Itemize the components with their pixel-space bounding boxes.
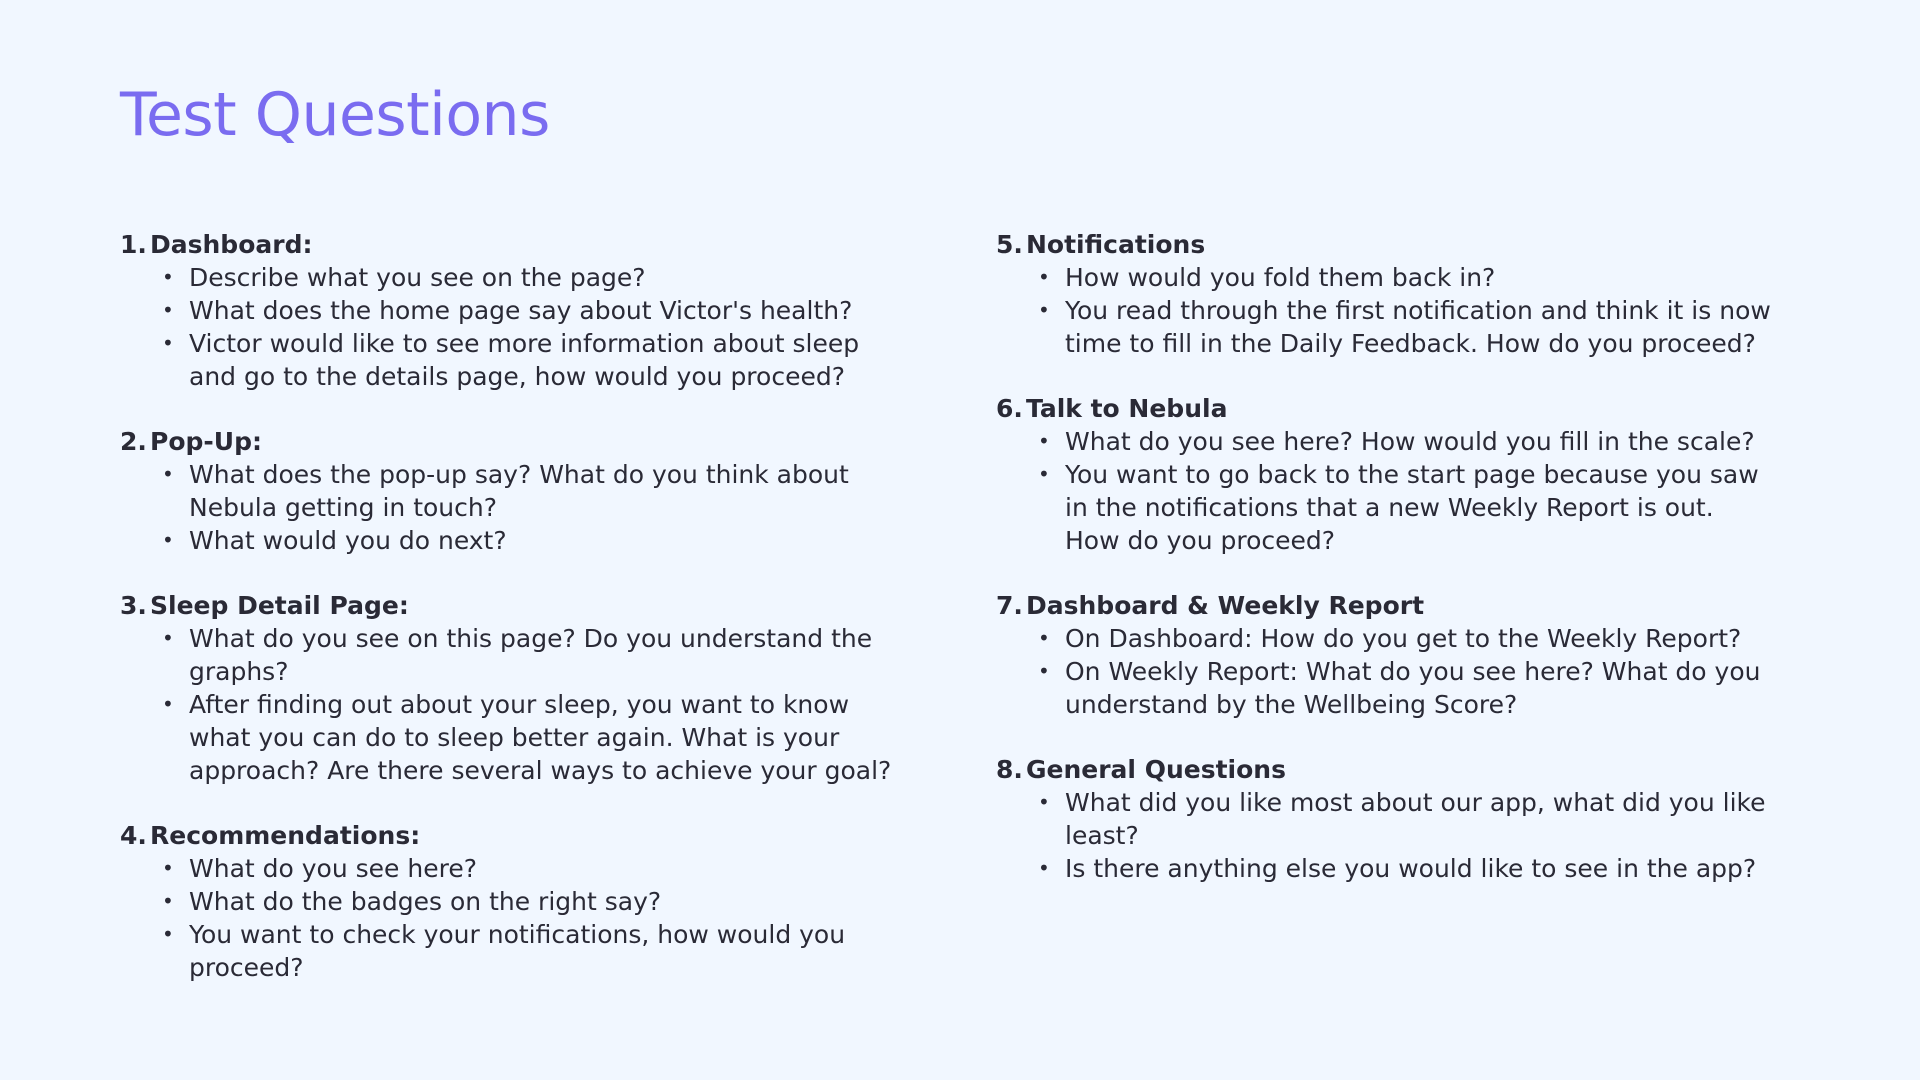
section-notifications xyxy=(996,228,1776,360)
section-number: 5. xyxy=(996,230,1023,259)
section-number: 7. xyxy=(996,591,1023,620)
question-list xyxy=(120,458,900,557)
question-item: • Is there anything else you would like to see in the app? xyxy=(1038,852,1776,885)
section-talk-to-nebula xyxy=(996,392,1776,557)
question-item: • You want to check your notifications, how would you proceed? xyxy=(162,918,900,984)
question-item: • You read through the first notification and think it is now time to fill in the Daily Feedback. How do you proceed? xyxy=(1038,294,1776,360)
section-heading xyxy=(120,819,900,852)
question-item: • What does the home page say about Victor's health? xyxy=(162,294,900,327)
section-sleep-detail-page xyxy=(120,589,900,787)
question-list xyxy=(996,786,1776,885)
section-title: Sleep Detail Page: xyxy=(150,591,409,620)
section-title: Notifications xyxy=(1026,230,1206,259)
question-item: • On Dashboard: How do you get to the Weekly Report? xyxy=(1038,622,1776,655)
question-item: • What do you see here? How would you fill in the scale? xyxy=(1038,425,1776,458)
question-item: • What does the pop-up say? What do you think about Nebula getting in touch? xyxy=(162,458,900,524)
section-title: Dashboard & Weekly Report xyxy=(1026,591,1425,620)
section-title: Dashboard: xyxy=(150,230,313,259)
question-item: • What do you see on this page? Do you understand the graphs? xyxy=(162,622,900,688)
section-heading xyxy=(120,228,900,261)
question-item: • On Weekly Report: What do you see here? What do you understand by the Wellbeing Score? xyxy=(1038,655,1776,721)
question-list xyxy=(996,261,1776,360)
section-heading xyxy=(996,392,1776,425)
section-number: 6. xyxy=(996,394,1023,423)
section-heading xyxy=(996,228,1776,261)
question-item: • How would you fold them back in? xyxy=(1038,261,1776,294)
section-recommendations xyxy=(120,819,900,984)
right-column xyxy=(996,228,1776,917)
section-number: 2. xyxy=(120,427,147,456)
left-column xyxy=(120,228,900,1016)
section-heading xyxy=(996,589,1776,622)
question-list xyxy=(120,261,900,393)
question-list xyxy=(996,622,1776,721)
question-item: • What would you do next? xyxy=(162,524,900,557)
question-list xyxy=(120,852,900,984)
section-title: General Questions xyxy=(1026,755,1286,784)
section-dashboard xyxy=(120,228,900,393)
section-title: Recommendations: xyxy=(150,821,421,850)
question-item: • After finding out about your sleep, you want to know what you can do to sleep better again. What is your approach? Are there several ways to achieve your goal? xyxy=(162,688,900,787)
section-number: 1. xyxy=(120,230,147,259)
section-number: 3. xyxy=(120,591,147,620)
question-item: • What do you see here? xyxy=(162,852,900,885)
question-item: • Describe what you see on the page? xyxy=(162,261,900,294)
section-title: Talk to Nebula xyxy=(1026,394,1228,423)
section-number: 8. xyxy=(996,755,1023,784)
section-general-questions xyxy=(996,753,1776,885)
question-list xyxy=(996,425,1776,557)
section-title: Pop-Up: xyxy=(150,427,262,456)
question-item: • What do the badges on the right say? xyxy=(162,885,900,918)
section-number: 4. xyxy=(120,821,147,850)
question-list xyxy=(120,622,900,787)
question-item: • You want to go back to the start page because you saw in the notifications that a new Weekly Report is out. How do you proceed? xyxy=(1038,458,1776,557)
section-pop-up xyxy=(120,425,900,557)
page-title: Test Questions xyxy=(120,80,550,150)
section-dashboard-weekly-report xyxy=(996,589,1776,721)
question-item: • Victor would like to see more information about sleep and go to the details page, how would you proceed? xyxy=(162,327,900,393)
question-item: • What did you like most about our app, what did you like least? xyxy=(1038,786,1776,852)
section-heading xyxy=(120,589,900,622)
section-heading xyxy=(120,425,900,458)
section-heading xyxy=(996,753,1776,786)
